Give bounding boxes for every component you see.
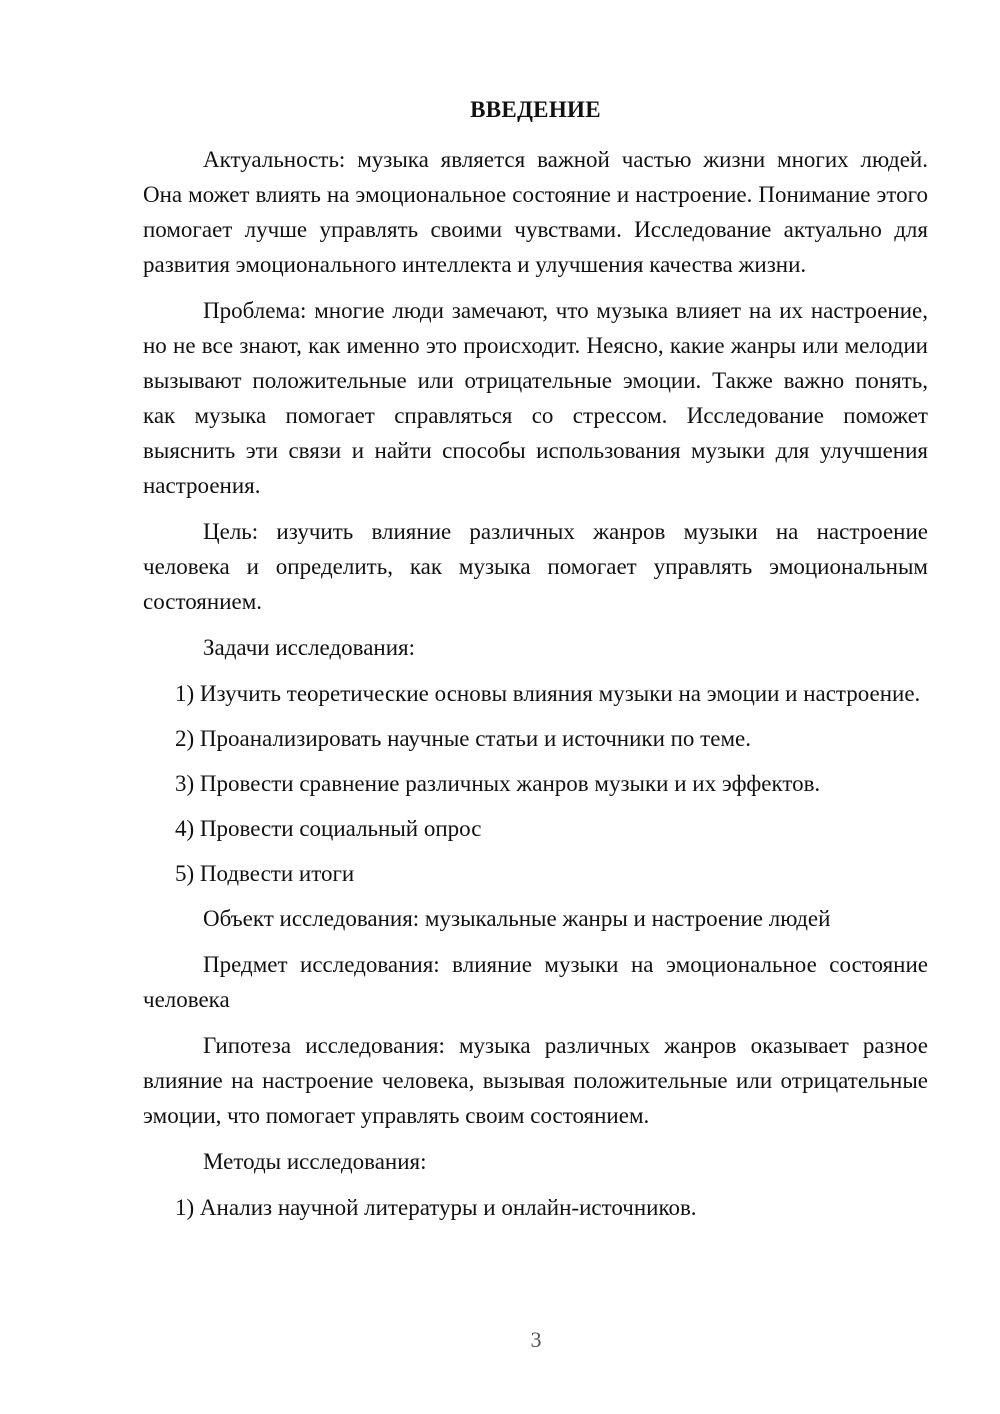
page-title: ВВЕДЕНИЕ: [470, 97, 601, 122]
methods-heading: Методы исследования:: [203, 1149, 427, 1174]
problem-paragraph: Проблема: многие люди замечают, что музыка влияет на их настроение, но не все знают, как именно это происходит. Неясно, какие жанры или мелодии вызывают положительные или отрицательные эмоции. Также важно понять, как музыка помогает справляться со стрессом. Исследование поможет выяснить эти связи и найти способы использования музыки для улучшения настроения.: [143, 298, 928, 498]
document-page: [143, 92, 928, 1235]
page-number: 3: [530, 1327, 542, 1352]
method-item: 1) Анализ научной литературы и онлайн-источников.: [175, 1195, 697, 1220]
tasks-heading: Задачи исследования:: [203, 635, 416, 660]
task-item: 3) Провести сравнение различных жанров музыки и их эффектов.: [175, 771, 821, 796]
task-item: 1) Изучить теоретические основы влияния музыки на эмоции и настроение.: [175, 681, 921, 706]
relevance-paragraph: Актуальность: музыка является важной частью жизни многих людей. Она может влиять на эмоциональное состояние и настроение. Понимание этого помогает лучше управлять своими чувствами. Исследование актуально для развития эмоционального интеллекта и улучшения качества жизни.: [143, 147, 928, 277]
task-item: 2) Проанализировать научные статьи и источники по теме.: [175, 726, 751, 751]
task-item: 5) Подвести итоги: [175, 861, 355, 886]
hypothesis-paragraph: Гипотеза исследования: музыка различных жанров оказывает разное влияние на настроение человека, вызывая положительные или отрицательные эмоции, что помогает управлять своим состоянием.: [143, 1033, 928, 1128]
task-item: 4) Провести социальный опрос: [175, 816, 482, 841]
goal-paragraph: Цель: изучить влияние различных жанров музыки на настроение человека и определить, как музыка помогает управлять эмоциональным состоянием.: [143, 519, 928, 614]
subject-paragraph: Предмет исследования: влияние музыки на эмоциональное состояние человека: [143, 952, 928, 1012]
object-paragraph: Объект исследования: музыкальные жанры и настроение людей: [203, 906, 831, 931]
